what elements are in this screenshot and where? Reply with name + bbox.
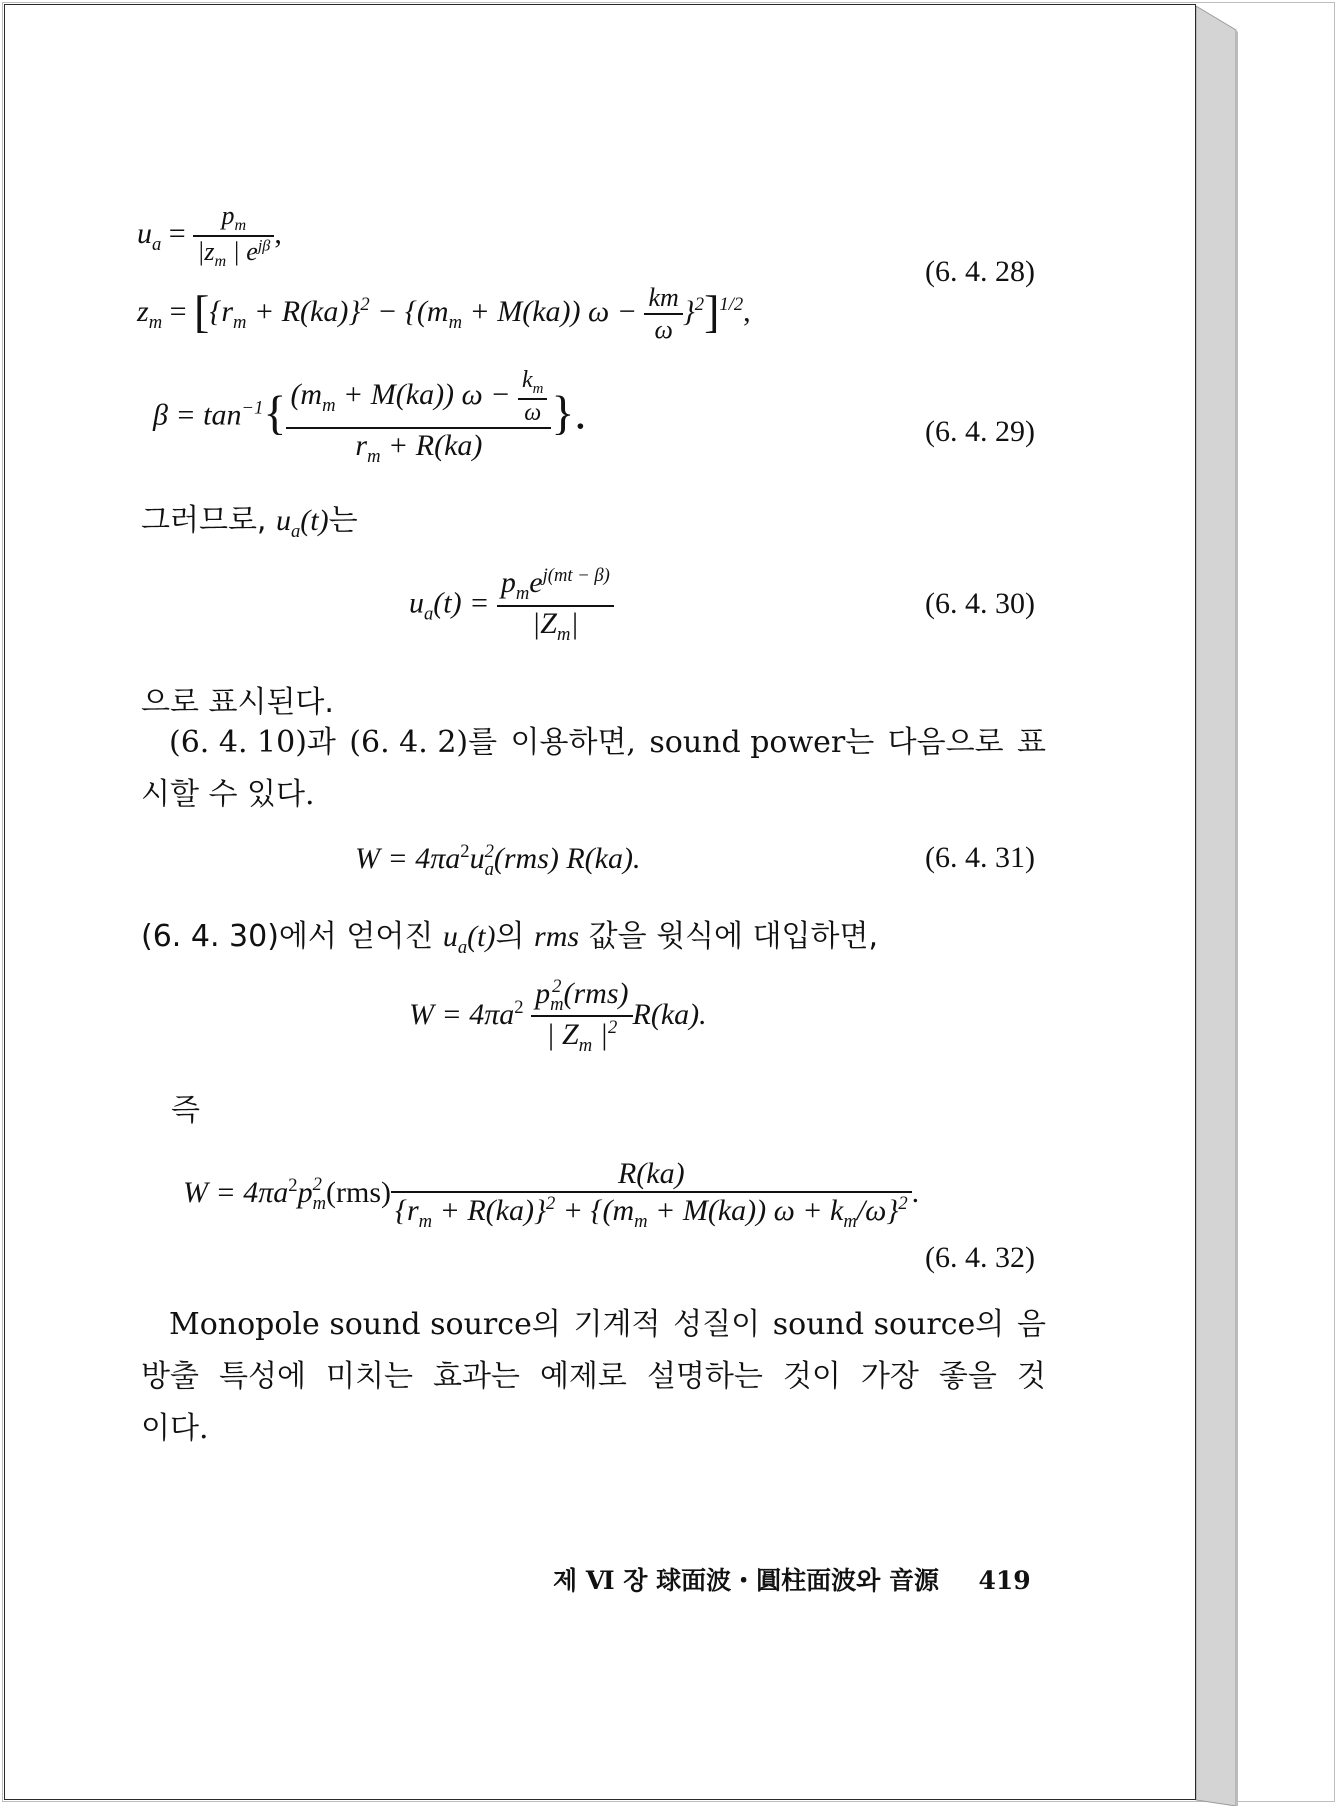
word: 것	[1016, 1359, 1046, 1394]
equation-power-substituted: $W = 4\pi a^2$ p 2 m (rms) | $Z_m$ $|^2$ R(ka).	[409, 975, 707, 1056]
word: 설명하는	[646, 1359, 763, 1394]
word: 좋을	[938, 1359, 997, 1394]
word: 효과는	[432, 1359, 520, 1394]
equation-number-6-4-29: (6. 4. 29)	[925, 415, 1035, 448]
word: 다음으로	[887, 725, 1004, 760]
paragraph-sound-power	[141, 717, 1046, 821]
word: 것이	[782, 1359, 841, 1394]
line: 이다.	[141, 1411, 209, 1446]
text-therefore: 그러므로, $u_a(t)$는	[141, 503, 358, 542]
text-expressed: 으로 표시된다.	[141, 685, 334, 720]
word: sound power는	[649, 725, 875, 760]
word: 음	[1016, 1307, 1046, 1342]
word: (6. 4. 10)과	[169, 725, 336, 760]
text-namely: 즉	[171, 1093, 200, 1128]
line: 시할 수 있다.	[141, 777, 315, 812]
text-rms-substitute: (6. 4. 30)에서 얻어진 $u_a(t)$의 rms 값을 윗식에 대입하면,	[141, 919, 879, 958]
equation-power-rms: $W = 4\pi a^2u$ 2 a (rms) R(ka).	[355, 840, 641, 881]
word: 기계적	[573, 1307, 661, 1342]
word: 표	[1016, 725, 1046, 760]
book-page	[4, 4, 1196, 1800]
equation-number-6-4-28: (6. 4. 28)	[925, 255, 1035, 288]
page-footer	[553, 1561, 1031, 1597]
word: 성질이	[673, 1307, 761, 1342]
page-number: 419	[978, 1566, 1031, 1595]
word: 미치는	[325, 1359, 413, 1394]
equation-number-6-4-30: (6. 4. 30)	[925, 587, 1035, 620]
word: (6. 4. 2)를	[349, 725, 498, 760]
equation-zm: $z_m = [\{r_m + R(ka)\}^2 - \{(m_m + M(ka)) \omega$ − $\frac{km}{\omega}$ }$^2$]$^{1/2}$,	[137, 283, 751, 344]
chapter-title: 제 Ⅵ 장 球面波・圓柱面波와 音源	[553, 1566, 940, 1595]
paragraph-monopole	[141, 1299, 1046, 1455]
equation-power-final: $W = 4\pi a^2p$ 2 m (rms) $\frac{R(ka)}{\{r_m + R(ka)\}^2 + \{(m_m + M(ka)) \omega + k_m/\omega\}^2}$ .	[183, 1157, 920, 1232]
word: 예제로	[539, 1359, 627, 1394]
word: sound source의	[772, 1307, 1005, 1342]
equation-beta: $\beta = \tan^{-1}${ $(m_m + M(ka)) \omega$ − $\frac{k_m}{\omega}$ $r_m + R(ka)$ }.	[153, 367, 587, 467]
equation-ua-t: $u_a(t)$ = $\frac{p_me^{j(mt - \beta)}}{|Z_m|}$	[409, 565, 614, 646]
equation-ua: $u_a$ = $\frac{p_m}{|z_m | e^{j\beta}}$ ,	[137, 201, 282, 271]
word: Monopole sound source의	[169, 1307, 561, 1342]
equation-number-6-4-31: (6. 4. 31)	[925, 841, 1035, 874]
word: 가장	[860, 1359, 919, 1394]
equation-number-6-4-32: (6. 4. 32)	[925, 1241, 1035, 1274]
word: 이용하면,	[510, 725, 636, 760]
word: 특성에	[219, 1359, 306, 1394]
word: 방출	[141, 1359, 199, 1394]
